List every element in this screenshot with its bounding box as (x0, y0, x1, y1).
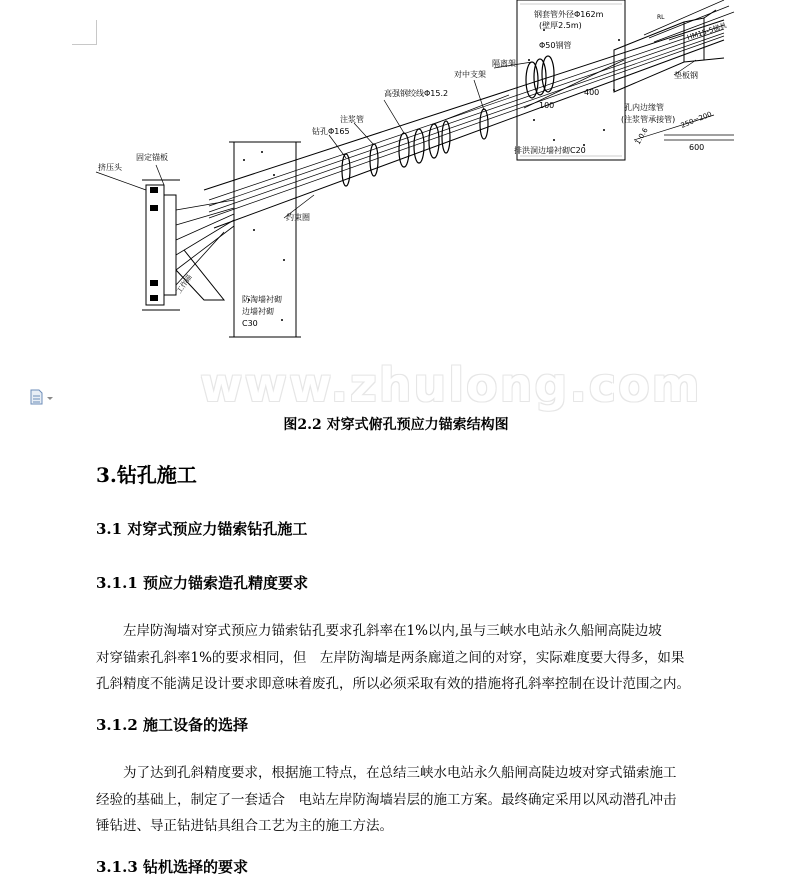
label-right-tag: HM15-5锚具 (686, 21, 728, 42)
label-rl: RL (657, 14, 665, 21)
watermark: www.zhulong.com (200, 358, 702, 412)
label-steel-pipe: 钢套管外径Φ162m (534, 10, 604, 19)
section-heading-3-1-3: 3.1.3 钻机选择的要求 (96, 858, 248, 876)
label-anchor-plate: 垫板钢 (674, 71, 698, 80)
label-hole-edge-1: 孔内边缘管 (624, 103, 664, 112)
paragraph-line: 为了达到孔斜精度要求，根据施工特点，在总结三峡水电站永久船闸高陡边坡对穿式锚索施工 (96, 765, 677, 781)
label-slope: 1:0.6 (633, 126, 650, 146)
section-heading-3-1-2: 3.1.2 施工设备的选择 (96, 716, 248, 734)
label-grout-pipe: 注浆管 (340, 115, 364, 124)
figure-caption: 图2.2 对穿式俯孔预应力锚索结构图 (283, 417, 509, 433)
left-anchor-plate (146, 185, 164, 305)
section-heading-3-1-1: 3.1.1 预应力锚索造孔精度要求 (96, 574, 308, 592)
label-pipe-wall: (壁厚2.5m) (539, 21, 582, 30)
paragraph-line: 对穿锚索孔斜率1%的要求相同，但 左岸防淘墙是两条廊道之间的对穿，实际难度要大得多，如果 (96, 649, 685, 666)
label-dim-600: 600 (689, 143, 705, 152)
document-options-icon[interactable] (29, 389, 55, 405)
label-hole-edge-2: (注浆管承接管) (621, 115, 676, 124)
label-concrete-left-3: C30 (242, 319, 258, 328)
label-drill-hole: 钻孔Φ165 (312, 127, 350, 136)
label-bound-ring: 约束圈 (286, 213, 310, 222)
paragraph-line: 左岸防淘墙对穿式预应力锚索钻孔要求孔斜率在1%以内,虽与三峡水电站永久船闸高陡边坡 (96, 623, 662, 639)
label-dim-400: 400 (584, 88, 600, 97)
label-bottom-anchor: 工作锚 (175, 273, 194, 296)
label-center-support: 对中支架 (454, 70, 486, 79)
label-fixed-plate: 固定锚板 (136, 153, 168, 162)
label-spacer: 隔离架 (492, 59, 516, 68)
label-concrete-right: 排洪洞边墙衬砌C20 (514, 146, 586, 155)
section-heading-3-1: 3.1 对穿式预应力锚索钻孔施工 (96, 520, 308, 538)
section-heading-3: 3.钻孔施工 (96, 463, 197, 487)
label-dim-100: 100 (539, 101, 555, 110)
paragraph-line: 经验的基础上，制定了一套适合 电站左岸防淘墙岩层的施工方案。最终确定采用以风动潜孔冲击 (96, 791, 677, 808)
label-concrete-left-2: 边墙衬砌 (242, 307, 274, 316)
paragraph-equipment (96, 760, 702, 840)
label-dims-bottom: 250=200 (679, 110, 713, 130)
label-extruder: 挤压头 (98, 163, 122, 172)
paragraph-line: 锤钻进、导正钻进钻具组合工艺为主的施工方法。 (96, 818, 393, 834)
label-center-ring: Φ50钢管 (539, 41, 572, 50)
label-wire-strand: 高强钢绞线Φ15.2 (384, 89, 449, 98)
label-concrete-left-1: 防淘墙衬砌 (242, 295, 282, 304)
anchor-structure-drawing (84, 0, 744, 345)
paragraph-accuracy (96, 618, 702, 698)
paragraph-line: 孔斜精度不能满足设计要求即意味着废孔，所以必须采取有效的措施将孔斜率控制在设计范围之内。 (96, 676, 690, 692)
